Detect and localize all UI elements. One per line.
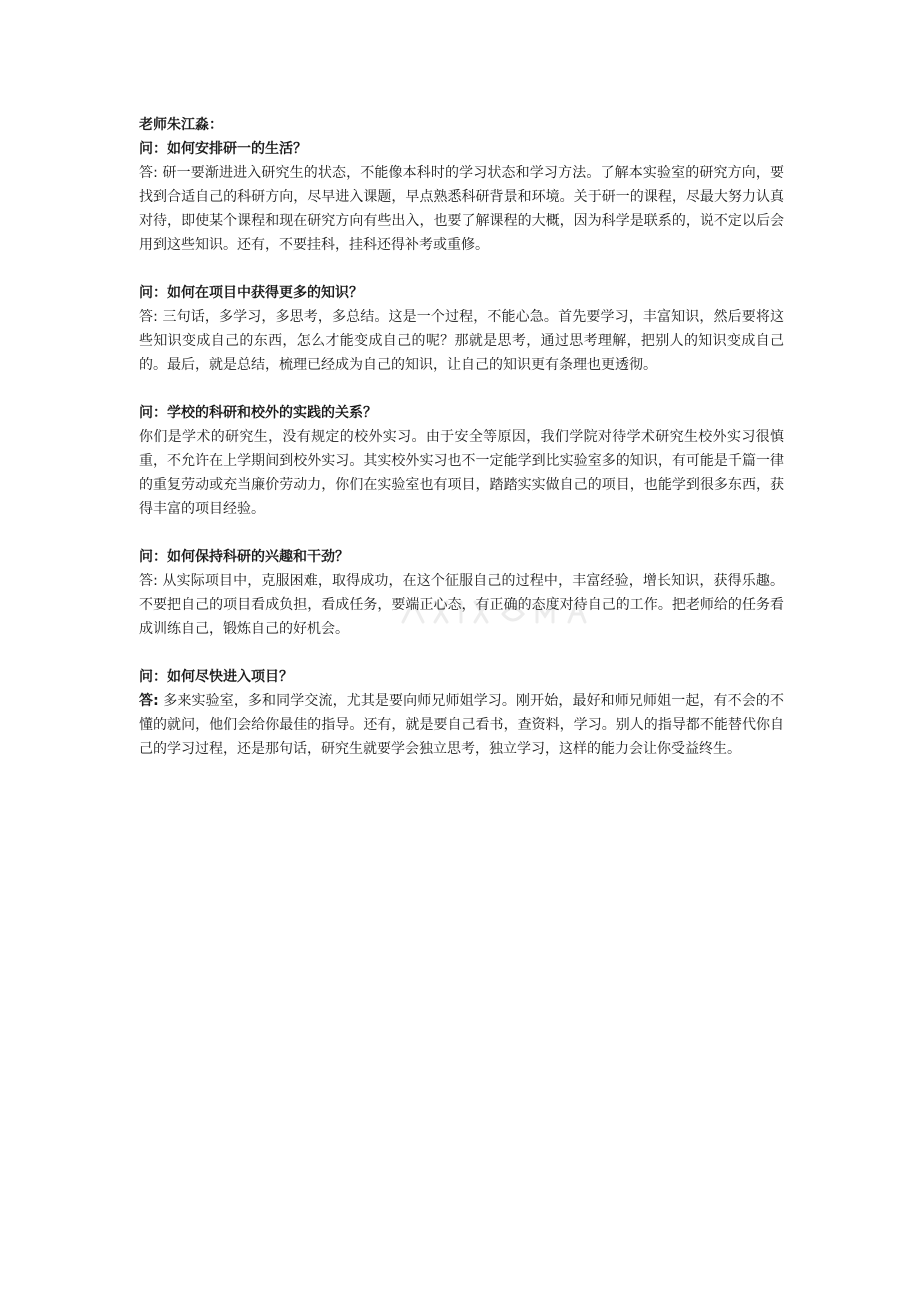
question-2: 问：如何在项目中获得更多的知识？ <box>139 285 363 301</box>
question-5: 问：如何尽快进入项目？ <box>139 669 293 685</box>
qa-block-5 <box>139 665 784 761</box>
answer-1 <box>139 161 784 257</box>
answer-text-1: 研一要渐进进入研究生的状态，不能像本科时的学习状态和学习方法。了解本实验室的研究方向，要找到合适自己的科研方向，尽早进入课题，早点熟悉科研背景和环境。关于研一的课程，尽最大努力认真对待，即使某个课程和现在研究方向有些出入，也要了解课程的大概，因为科学是联系的，说不定以后会用到这些知识。还有，不要挂科，挂科还得补考或重修。 <box>139 165 785 253</box>
answer-prefix-2: 答: <box>139 309 158 325</box>
qa-block-3 <box>139 401 784 521</box>
question-3: 问：学校的科研和校外的实践的关系？ <box>139 405 377 421</box>
qa-block-1 <box>139 137 784 257</box>
qa-block-4 <box>139 545 784 641</box>
answer-prefix-4: 答: <box>139 573 158 589</box>
qa-block-2 <box>139 281 784 377</box>
answer-text-2: 三句话，多学习，多思考，多总结。这是一个过程，不能心急。首先要学习，丰富知识，然后要将这些知识变成自己的东西，怎么才能变成自己的呢？那就是思考，通过思考理解，把别人的知识变成自己的。最后，就是总结，梳理已经成为自己的知识，让自己的知识更有条理也更透彻。 <box>139 309 785 373</box>
question-4: 问：如何保持科研的兴趣和干劲？ <box>139 549 349 565</box>
answer-2 <box>139 305 784 377</box>
answer-text-3: 你们是学术的研究生，没有规定的校外实习。由于安全等原因，我们学院对待学术研究生校外实习很慎重，不允许在上学期间到校外实习。其实校外实习也不一定能学到比实验室多的知识，有可能是千篇一律的重复劳动或充当廉价劳动力，你们在实验室也有项目，踏踏实实做自己的项目，也能学到很多东西，获得丰富的项目经验。 <box>139 429 784 517</box>
answer-text-4: 从实际项目中，克服困难，取得成功，在这个征服自己的过程中，丰富经验，增长知识，获得乐趣。不要把自己的项目看成负担，看成任务，要端正心态，有正确的态度对待自己的工作。把老师给的任务看成训练自己，锻炼自己的好机会。 <box>139 573 785 637</box>
answer-prefix-1: 答: <box>139 165 158 181</box>
answer-prefix-5: 答: <box>139 693 159 709</box>
document-body <box>139 113 784 785</box>
answer-text-5: 多来实验室，多和同学交流，尤其是要向师兄师姐学习。刚开始，最好和师兄师姐一起，有不会的不懂的就问，他们会给你最佳的指导。还有，就是要自己看书，查资料，学习。别人的指导都不能替代你自己的学习过程，还是那句话，研究生就要学会独立思考，独立学习，这样的能力会让你受益终生。 <box>139 693 784 757</box>
question-1: 问：如何安排研一的生活？ <box>139 141 307 157</box>
author-line: 老师朱江淼： <box>139 117 223 133</box>
answer-4 <box>139 569 784 641</box>
answer-3 <box>139 425 784 521</box>
answer-5 <box>139 689 784 761</box>
